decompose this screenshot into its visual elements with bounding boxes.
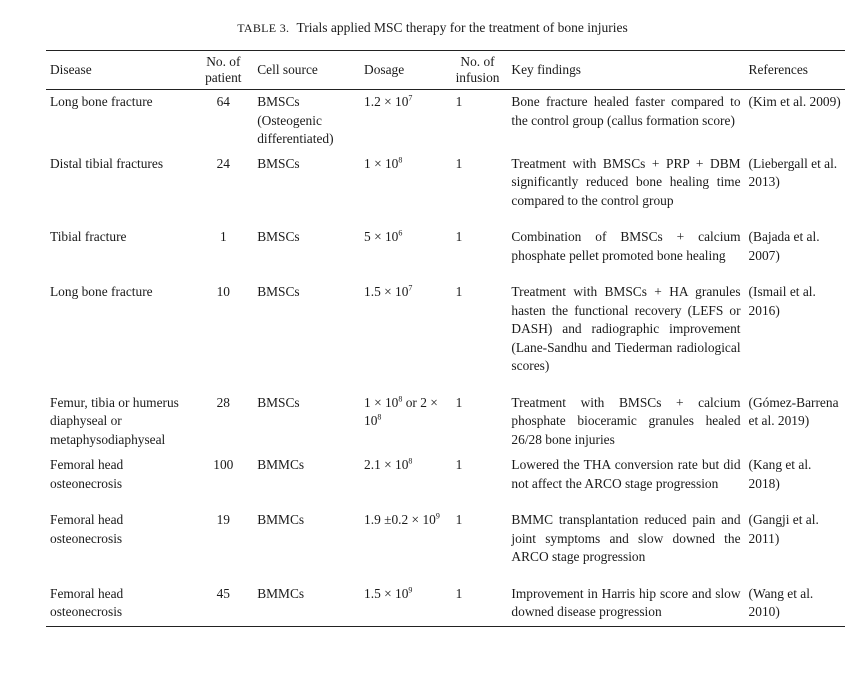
cell-disease: Femur, tibia or humerus diaphyseal or metaphysodiaphyseal xyxy=(50,394,179,447)
header-references: References xyxy=(745,51,845,90)
cell-reference: (Gangji et al. 2011) xyxy=(748,512,819,546)
dosage-base: 1.2 × 10 xyxy=(364,94,409,109)
cell-disease: Long bone fracture xyxy=(50,284,153,299)
dosage-exponent: 8 xyxy=(398,394,403,404)
cell-key-findings: Bone fracture healed faster compared to the control group (callus formation score) xyxy=(511,94,741,128)
cell-key-findings: Improvement in Harris hip score and slow downed disease progression xyxy=(507,567,744,627)
table-label: TABLE 3. xyxy=(237,21,290,35)
cell-infusion: 1 xyxy=(455,512,463,527)
cell-patients: 100 xyxy=(213,457,234,472)
header-cell-source: Cell source xyxy=(253,51,360,90)
header-row xyxy=(46,51,845,90)
cell-source: BMSCs (Osteogenic differentiated) xyxy=(257,94,334,146)
table-row xyxy=(46,376,845,450)
cell-reference: (Kim et al. 2009) xyxy=(748,94,841,109)
cell-key-findings: Treatment with BMSCs + HA granules hasten the functional recovery (LEFS or DASH) and radiographic improvement (Lane-Sandhu and Tiederman radiological scores) xyxy=(511,284,741,373)
cell-reference: (Liebergall et al. 2013) xyxy=(748,155,838,189)
cell-dosage xyxy=(360,210,448,265)
cell-disease: Femoral head osteonecrosis xyxy=(50,512,124,546)
cell-patients: 10 xyxy=(216,284,230,299)
dosage-base: 1 × 10 xyxy=(364,155,399,171)
cell-key-findings: BMMC transplantation reduced pain and joint symptoms and slow downed the ARCO stage progression xyxy=(511,512,741,564)
cell-reference: (Gómez-Barrena et al. 2019) xyxy=(748,394,839,428)
table-row xyxy=(46,210,845,265)
header-disease: Disease xyxy=(46,51,193,90)
dosage-alt-exponent: 8 xyxy=(377,412,382,422)
dosage-base: 1.5 × 10 xyxy=(364,585,409,601)
cell-dosage xyxy=(360,376,448,450)
dosage-base: 1.5 × 10 xyxy=(364,284,409,299)
header-dosage: Dosage xyxy=(360,51,448,90)
cell-disease: Femoral head osteonecrosis xyxy=(50,457,124,491)
cell-patients: 1 xyxy=(219,229,227,244)
table-row xyxy=(46,90,845,149)
dosage-exponent: 7 xyxy=(408,93,413,103)
cell-dosage xyxy=(360,149,448,211)
cell-disease: Tibial fracture xyxy=(50,229,127,244)
dosage-exponent: 8 xyxy=(408,456,413,466)
dosage-exponent: 9 xyxy=(435,511,440,521)
cell-patients: 28 xyxy=(216,394,230,410)
cell-key-findings: Treatment with BMSCs + PRP + DBM significantly reduced bone healing time compared to the control group xyxy=(511,155,741,208)
cell-source: BMSCs xyxy=(257,284,300,299)
cell-dosage xyxy=(360,90,448,149)
dosage-base: 2.1 × 10 xyxy=(364,457,409,472)
cell-source: BMSCs xyxy=(257,394,300,410)
cell-dosage xyxy=(360,265,448,376)
cell-reference: (Wang et al. 2010) xyxy=(745,567,845,627)
cell-reference: (Ismail et al. 2016) xyxy=(748,284,816,318)
cell-infusion: 1 xyxy=(455,229,463,244)
cell-source: BMSCs xyxy=(257,155,300,171)
cell-reference: (Kang et al. 2018) xyxy=(748,457,812,491)
dosage-exponent: 7 xyxy=(408,283,413,293)
cell-patients: 64 xyxy=(216,94,230,109)
dosage-base: 5 × 10 xyxy=(364,229,399,244)
table-row xyxy=(46,449,845,493)
cell-key-findings: Combination of BMSCs + calcium phosphate pellet promoted bone healing xyxy=(511,229,741,263)
cell-disease: Long bone fracture xyxy=(50,94,153,109)
dosage-exponent: 8 xyxy=(398,155,403,165)
cell-source: BMMCs xyxy=(253,567,360,627)
cell-infusion: 1 xyxy=(455,394,463,410)
cell-infusion: 1 xyxy=(455,284,463,299)
dosage-base: 1.9 ±0.2 × 10 xyxy=(364,512,436,527)
cell-source: BMMCs xyxy=(257,457,305,472)
cell-infusion: 1 xyxy=(448,567,508,627)
dosage-exponent: 6 xyxy=(398,228,403,238)
cell-disease: Femoral head osteonecrosis xyxy=(46,567,193,627)
cell-reference: (Bajada et al. 2007) xyxy=(748,229,820,263)
cell-patients: 19 xyxy=(216,512,230,527)
dosage-base: 1 × 10 xyxy=(364,394,399,410)
table-caption xyxy=(0,20,865,36)
header-key-findings: Key findings xyxy=(507,51,744,90)
table-row xyxy=(46,149,845,211)
dosage-alt: or 2 × 10 xyxy=(364,394,438,428)
cell-key-findings: Treatment with BMSCs + calcium phosphate bioceramic granules healed 26/28 bone injuries xyxy=(511,394,741,447)
table-title: Trials applied MSC therapy for the treatment of bone injuries xyxy=(296,20,628,35)
cell-source: BMMCs xyxy=(257,512,305,527)
header-patients: No. of patient xyxy=(193,51,253,90)
dosage-exponent: 9 xyxy=(408,585,413,595)
cell-infusion: 1 xyxy=(455,155,463,171)
cell-patients: 24 xyxy=(216,155,230,171)
msc-trials-table xyxy=(46,50,845,627)
cell-dosage xyxy=(360,449,448,493)
cell-disease: Distal tibial fractures xyxy=(50,155,164,171)
cell-infusion: 1 xyxy=(455,94,463,109)
cell-patients: 45 xyxy=(193,567,253,627)
cell-dosage xyxy=(360,493,448,567)
cell-source: BMSCs xyxy=(257,229,300,244)
table-row xyxy=(46,567,845,627)
header-infusion: No. of infusion xyxy=(448,51,508,90)
cell-infusion: 1 xyxy=(455,457,463,472)
cell-dosage xyxy=(360,567,448,627)
cell-key-findings: Lowered the THA conversion rate but did not affect the ARCO stage progression xyxy=(511,457,741,491)
table-row xyxy=(46,265,845,376)
table-row xyxy=(46,493,845,567)
